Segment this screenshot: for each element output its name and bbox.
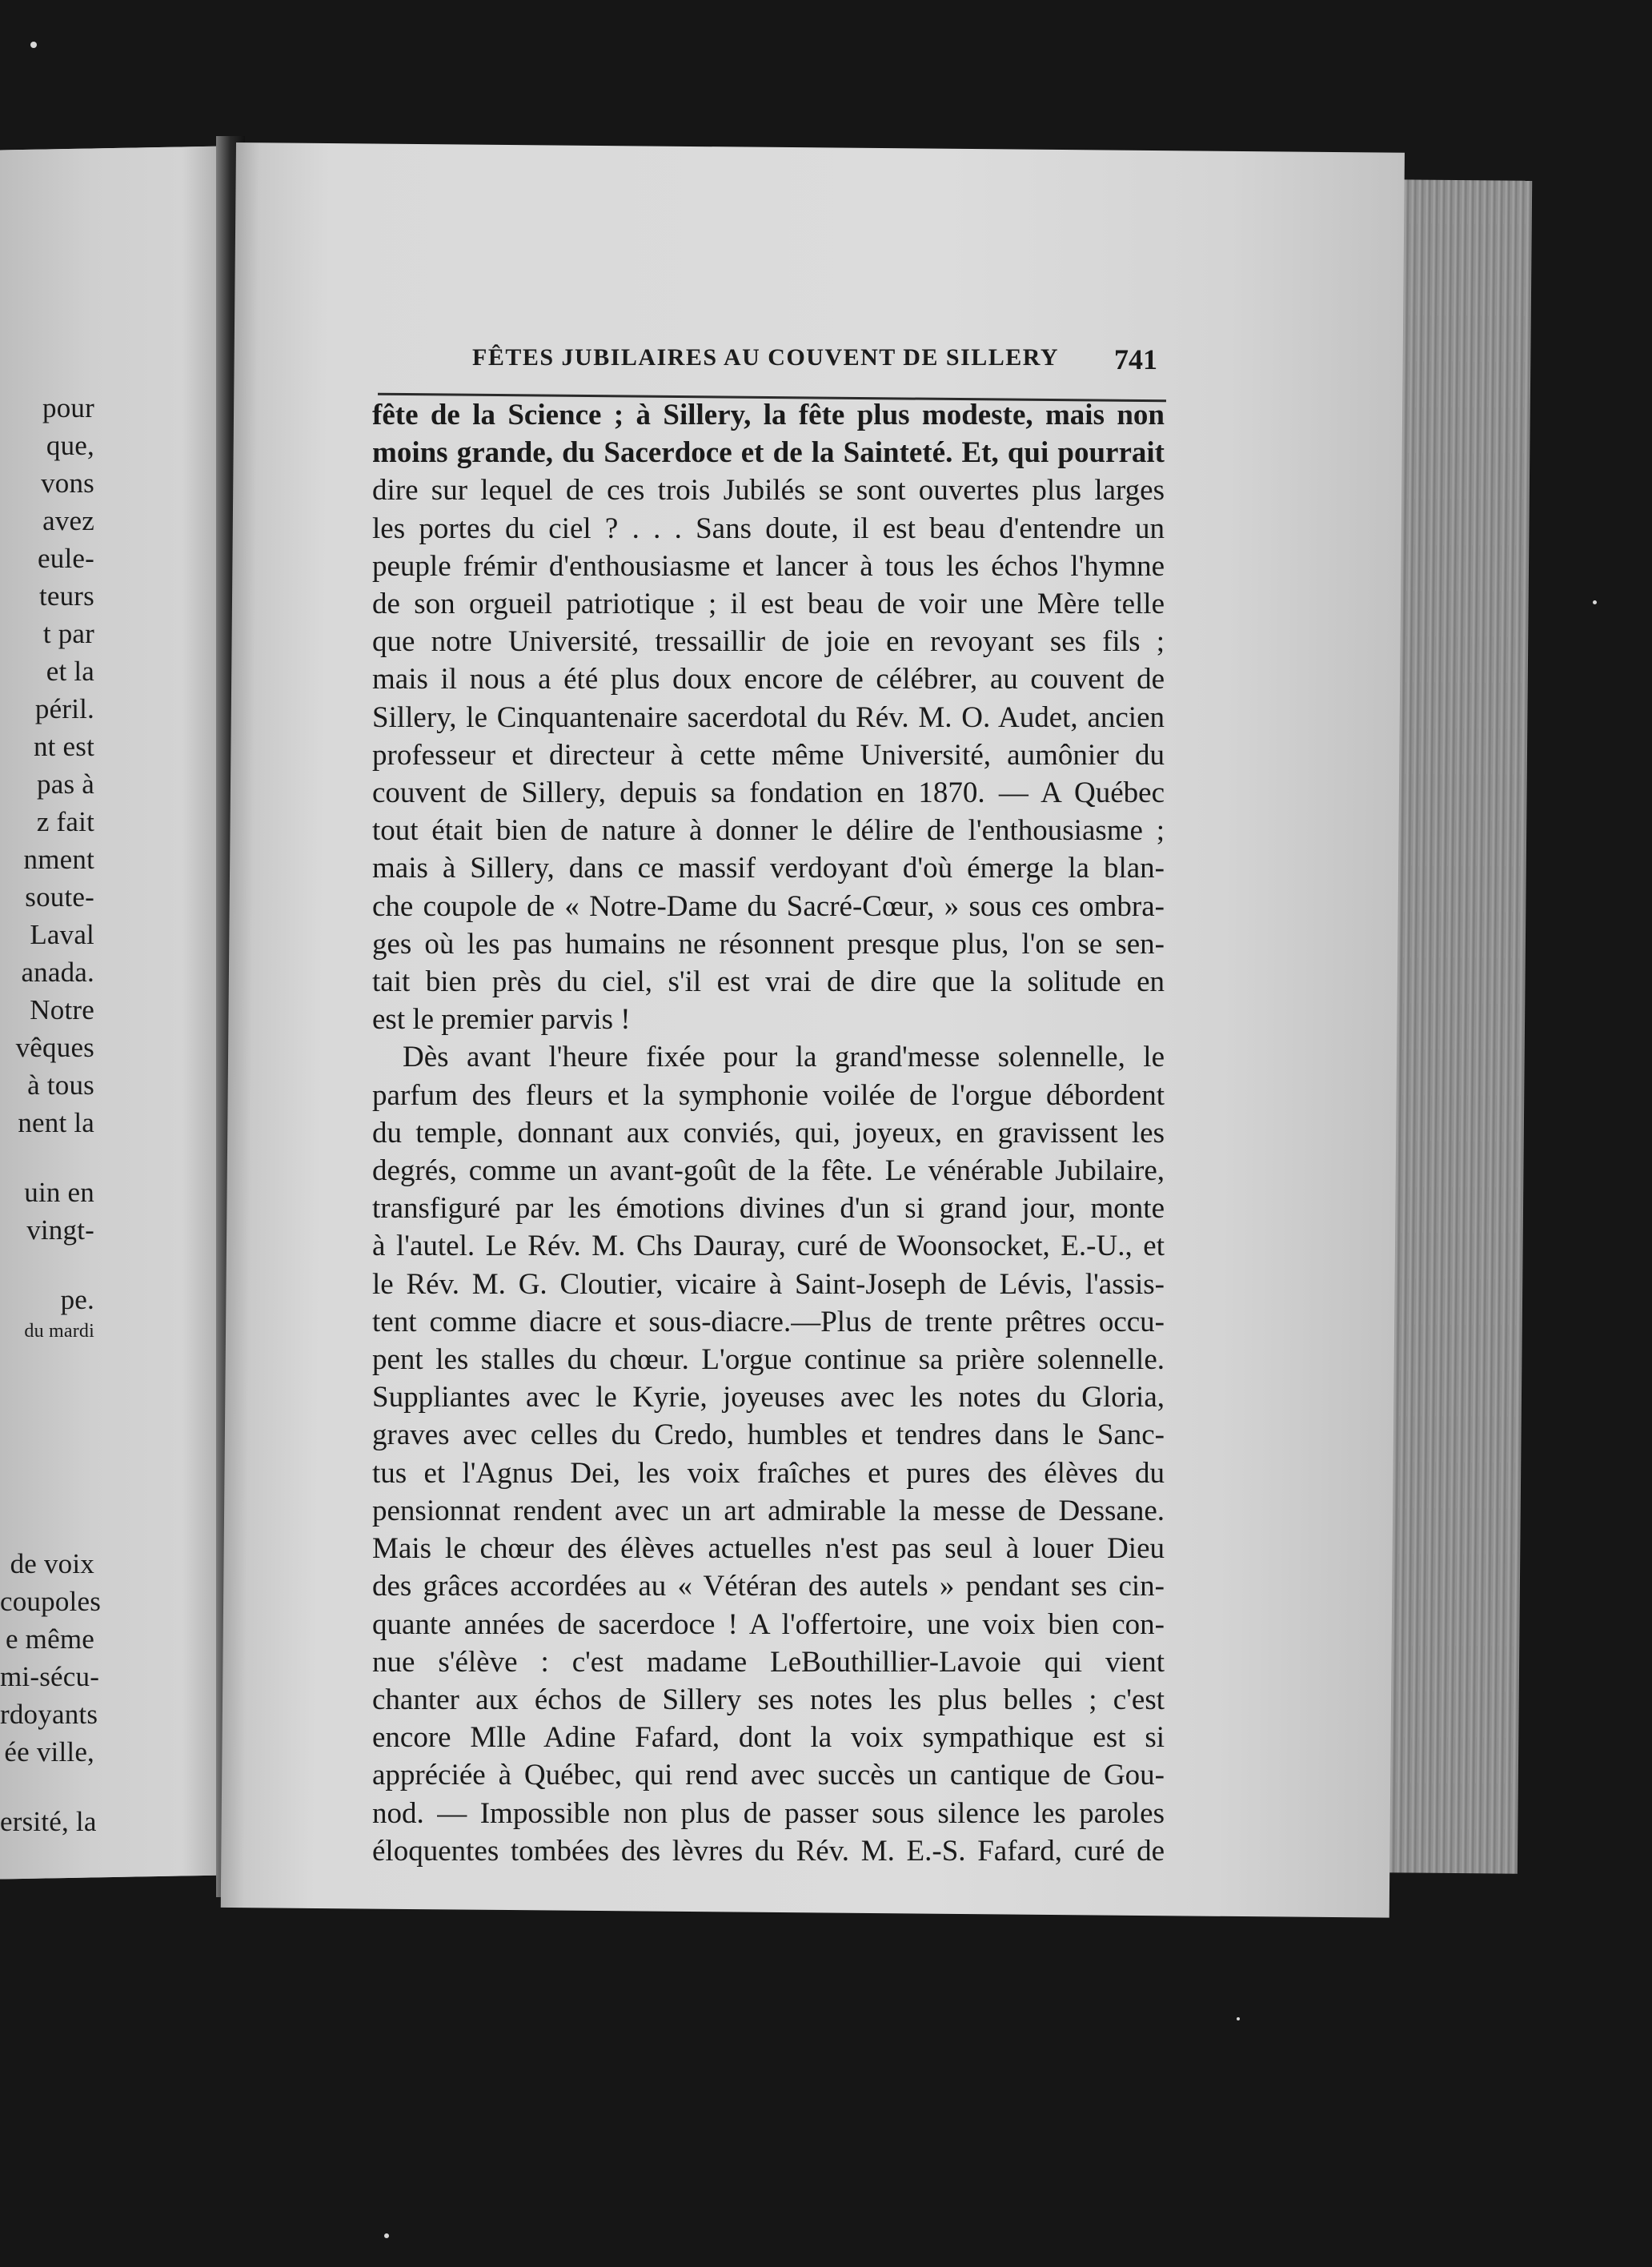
text-line: fête de la Science ; à Sillery, la fête plus modeste, mais non [372,399,1165,431]
text-line: appréciée à Québec, qui rend avec succès un cantique de Gou- [372,1759,1165,1792]
text-line: pent les stalles du chœur. L'orgue continue sa prière solennelle. [372,1343,1165,1377]
text-line: Suppliantes avec le Kyrie, joyeuses avec les notes du Gloria, [372,1381,1165,1414]
running-head: FÊTES JUBILAIRES AU COUVENT DE SILLERY [472,344,1060,371]
left-line: nent la [18,1107,94,1138]
left-line: uin en [24,1177,94,1208]
left-line: Notre [30,994,94,1025]
text-line: du temple, donnant aux conviés, qui, joyeux, en gravissent les [372,1116,1165,1150]
left-line: pas à [37,768,94,800]
left-line: vêques [15,1032,94,1063]
dust-speck [1593,600,1597,604]
text-line: tout était bien de nature à donner le délire de l'enthousiasme ; [372,814,1165,848]
text-line: le Rév. M. G. Cloutier, vicaire à Saint-Joseph de Lévis, l'assis- [372,1267,1165,1301]
left-line: z fait [36,806,94,837]
left-line: à tous [27,1069,94,1101]
text-line: nue s'élève : c'est madame LeBouthillier-Lavoie qui vient [372,1645,1165,1679]
left-line: ée ville, [4,1736,94,1767]
text-line: dire sur lequel de ces trois Jubilés se sont ouvertes plus larges [372,474,1165,508]
dust-speck [1237,2017,1240,2020]
text-line: quante années de sacerdoce ! A l'offertoire, une voix bien con- [372,1607,1165,1641]
left-line: nment [23,844,94,875]
text-line: que notre Université, tressaillir de joie en revoyant ses fils ; [372,625,1165,659]
left-line: Laval [30,919,94,950]
text-line: Dès avant l'heure fixée pour la grand'messe solennelle, le [403,1041,1165,1074]
left-line: vingt- [26,1214,94,1246]
text-line: à l'autel. Le Rév. M. Chs Dauray, curé de Woonsocket, E.-U., et [372,1230,1165,1263]
text-line: chanter aux échos de Sillery ses notes les plus belles ; c'est [372,1683,1165,1716]
left-line: rdoyants [0,1699,98,1730]
text-line: mais il nous a été plus doux encore de célébrer, au couvent de [372,663,1165,696]
left-footnote-line: du mardi [24,1321,94,1342]
left-line: ersité, la [0,1806,97,1837]
left-line: anada. [21,957,94,988]
text-line: Mais le chœur des élèves actuelles n'est pas seul à louer Dieu [372,1532,1165,1566]
left-line: pour [42,392,94,423]
text-line: Sillery, le Cinquantenaire sacerdotal du Rév. M. O. Audet, ancien [372,700,1165,734]
left-line: avez [42,505,94,536]
text-line: professeur et directeur à cette même Université, aumônier du [372,738,1165,772]
text-line: transfiguré par les émotions divines d'un si grand jour, monte [372,1192,1165,1226]
left-line: teurs [38,580,94,612]
text-line: mais à Sillery, dans ce massif verdoyant d'où émerge la blan- [372,852,1165,885]
text-line: peuple frémir d'enthousiasme et lancer à tous les échos l'hymne [372,549,1165,583]
text-line: couvent de Sillery, depuis sa fondation en 1870. — A Québec [372,776,1165,810]
left-line: t par [42,618,94,649]
dust-speck [384,2233,389,2238]
left-line: mi-sécu- [0,1661,100,1692]
left-line: vons [41,467,94,499]
left-line: eule- [38,543,94,574]
text-line: des grâces accordées au « Vétéran des autels » pendant ses cin- [372,1570,1165,1603]
text-line: de son orgueil patriotique ; il est beau de voir une Mère telle [372,588,1165,621]
text-line: tait bien près du ciel, s'il est vrai de dire que la solitude en [372,965,1165,999]
left-line: péril. [34,693,94,724]
text-line: tus et l'Agnus Dei, les voix fraîches et pures des élèves du [372,1456,1165,1490]
page-edges [1381,179,1532,1873]
text-line: ges où les pas humains ne résonnent presque plus, l'on se sen- [372,927,1165,961]
left-line: e même [5,1623,94,1655]
left-line: que, [46,430,94,461]
text-line: degrés, comme un avant-goût de la fête. Le vénérable Jubilaire, [372,1154,1165,1188]
text-line: nod. — Impossible non plus de passer sous silence les paroles [372,1796,1165,1830]
left-line: pe. [60,1284,94,1315]
text-line: graves avec celles du Credo, humbles et tendres dans le Sanc- [372,1418,1165,1452]
text-line: tent comme diacre et sous-diacre.—Plus de trente prêtres occu- [372,1305,1165,1338]
dust-speck [30,42,37,48]
text-line: est le premier parvis ! [372,1003,631,1037]
text-line: pensionnat rendent avec un art admirable la messe de Dessane. [372,1494,1165,1527]
text-line: parfum des fleurs et la symphonie voilée de l'orgue débordent [372,1078,1165,1112]
left-line: nt est [33,731,94,762]
left-line: de voix [10,1548,94,1579]
text-line: éloquentes tombées des lèvres du Rév. M. E.-S. Fafard, curé de [372,1834,1165,1868]
left-line: coupoles [0,1586,102,1617]
page-number: 741 [1114,343,1157,375]
text-line: che coupole de « Notre-Dame du Sacré-Cœur, » sous ces ombra- [372,889,1165,923]
left-line: soute- [25,881,94,913]
text-line: les portes du ciel ? . . . Sans doute, il est beau d'entendre un [372,512,1165,545]
body-text [372,396,1165,1870]
text-line: encore Mlle Adine Fafard, dont la voix sympathique est si [372,1721,1165,1755]
left-line: et la [46,656,94,687]
text-line: moins grande, du Sacerdoce et de la Sainteté. Et, qui pourrait [372,436,1165,470]
